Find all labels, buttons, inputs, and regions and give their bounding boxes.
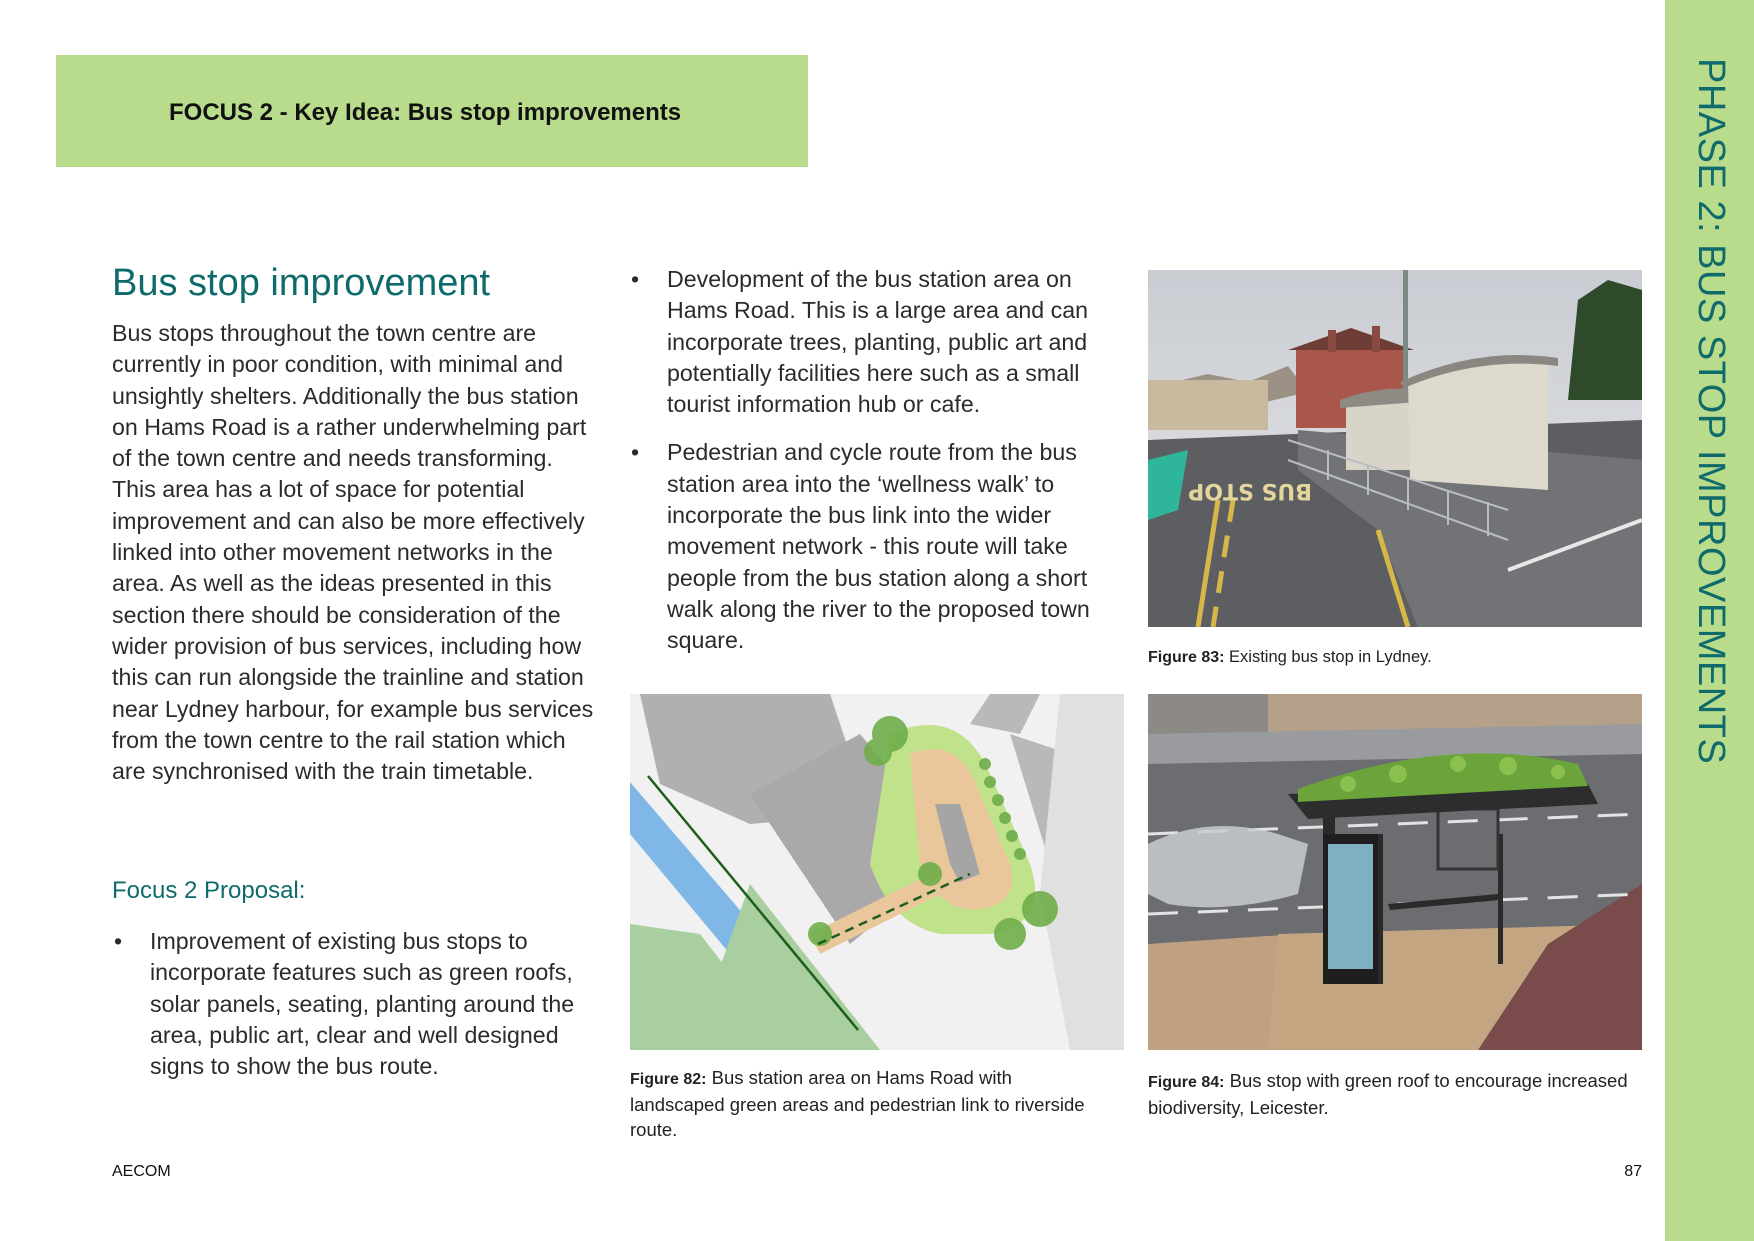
list-item <box>631 437 1117 656</box>
list-item <box>114 926 610 1082</box>
bullet-icon: • <box>631 266 640 292</box>
banner-title: FOCUS 2 - Key Idea: Bus stop improvements <box>169 99 682 126</box>
figure-label: Figure 82: <box>630 1071 707 1088</box>
figure-84-caption <box>1148 1068 1642 1120</box>
bullet-icon: • <box>631 439 640 466</box>
figure-83-caption <box>1148 645 1642 670</box>
page-number: 87 <box>1624 1163 1642 1180</box>
figure-caption-text: Bus stop with green roof to encourage increased biodiversity, Leicester. <box>1148 1070 1628 1118</box>
figure-label: Figure 84: <box>1148 1074 1225 1091</box>
proposal-list <box>114 926 610 1082</box>
figure-84-photo <box>1148 694 1642 1050</box>
list-item-text: Pedestrian and cycle route from the bus station area into the ‘wellness walk’ to incorporate the bus link into the wider movement network - this route will take people from the bus station along a short walk along the river to the proposed town square. <box>667 439 1090 654</box>
section-title-vertical: PHASE 2: BUS STOP IMPROVEMENTS <box>1690 58 1732 765</box>
proposal-heading: Focus 2 Proposal: <box>112 877 306 904</box>
figure-caption-text: Existing bus stop in Lydney. <box>1224 648 1432 666</box>
page-heading: Bus stop improvement <box>112 262 491 304</box>
bullet-icon: • <box>114 928 123 954</box>
figure-82-caption <box>630 1065 1090 1142</box>
figure-label: Figure 83: <box>1148 649 1225 666</box>
intro-paragraph: Bus stops throughout the town centre are currently in poor condition, with minimal and unsightly shelters. Additionally the bus station on Hams Road is a rather underwhelming part of the town centre and needs transforming. This area has a lot of space for potential improvement and can also be more effectively linked into other movement networks in the area. As well as the ideas presented in this section there should be consideration of the wider provision of bus services, including how this can run alongside the trainline and station near Lydney harbour, for example bus services from the town centre to the rail station which are synchronised with the train timetable. <box>112 320 594 785</box>
list-item <box>631 264 1117 420</box>
header-banner <box>56 55 808 167</box>
list-item-text: Improvement of existing bus stops to incorporate features such as green roofs, solar panels, seating, planting around the area, public art, clear and well designed signs to show the bus route. <box>150 928 575 1080</box>
footer-org: AECOM <box>112 1163 171 1180</box>
figure-82-site-plan <box>630 694 1124 1050</box>
figure-83-photo <box>1148 270 1642 627</box>
figure-caption-text: Bus station area on Hams Road with landscaped green areas and pedestrian link to riverside route. <box>630 1067 1085 1140</box>
list-item-text: Development of the bus station area on Hams Road. This is a large area and can incorporate trees, planting, public art and potentially facilities here such as a small tourist information hub or cafe. <box>667 266 1089 418</box>
right-bullet-list <box>631 264 1117 657</box>
road-marking-text: BUS STOP <box>1188 478 1312 503</box>
